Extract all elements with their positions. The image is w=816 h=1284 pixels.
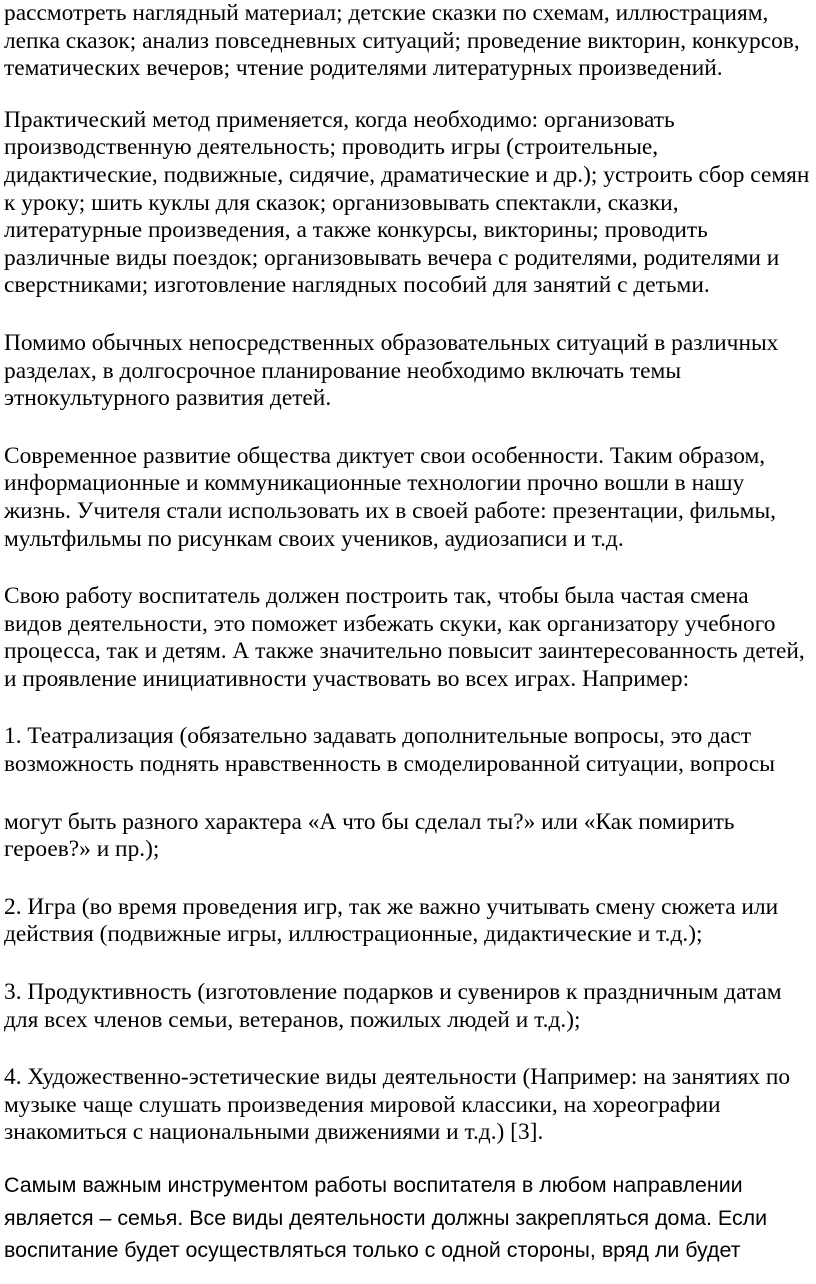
paragraph-modern-development: Современное развитие общества диктует свои особенности. Таким образом, информационные и коммуникационные технологии прочно вошли в нашу жизнь. Учителя стали использовать их в своей работе: презентации, фильмы, мультфильмы по рисункам своих учеников, аудиозаписи и т.д. [4, 442, 777, 552]
list-item-theatre-continued: могут быть разного характера «А что бы сделал ты?» или «Как помирить героев?» и пр.); [4, 808, 735, 863]
paragraph-activity-change: Свою работу воспитатель должен построить так, чтобы была частая смена видов деятельности, это поможет избежать скуки, как организатору учебного процесса, так и детям. А также значительно повысит заинтересованность детей, и проявление инициативности участвовать во всех играх. Например: [4, 583, 805, 692]
paragraph-practical-method: Практический метод применяется, когда необходимо: организовать производственную деятельность; проводить игры (строительные, дидактические, подвижные, сидячие, драматические и др.); устроить сбор семян к уроку; шить куклы для сказок; организовывать спектакли, сказки, литературные произведения, а также конкурсы, викторины; проводить различные виды поездок; организовывать вечера с родителями, родителями и сверстниками; изготовление наглядных пособий для занятий с детьми. [4, 106, 810, 299]
list-item-game: 2. Игра (во время проведения игр, так же важно учитывать смену сюжета или действия (подвижные игры, иллюстрационные, дидактические и т.д.); [4, 893, 779, 948]
list-item-theatre: 1. Театрализация (обязательно задавать дополнительные вопросы, это даст возможность поднять нравственность в смоделированной ситуации, вопросы [4, 723, 775, 778]
paragraph-materials: рассмотреть наглядный материал; детские сказки по схемам, иллюстрациям, лепка сказок; анализ повседневных ситуаций; проведение викторин, конкурсов, тематических вечеров; чтение родителями литературных произведений. [4, 0, 800, 82]
paragraph-family: Самым важным инструментом работы воспитателя в любом направлении является – семья. Все виды деятельности должны закрепляться дома. Если воспитание будет осуществляться только с одной стороны, вряд ли будет [4, 1173, 768, 1262]
list-item-productivity: 3. Продуктивность (изготовление подарков и сувениров к праздничным датам для всех членов семьи, ветеранов, пожилых людей и т.д.); [4, 979, 782, 1033]
paragraph-planning: Помимо обычных непосредственных образовательных ситуаций в различных разделах, в долгосрочное планирование необходимо включать темы этнокультурного развития детей. [4, 329, 779, 412]
list-item-art-aesthetic: 4. Художественно-эстетические виды деятельности (Например: на занятиях по музыке чаще слушать произведения мировой классики, на хореографии знакомиться с национальными движениями и т.д.) [3]. [4, 1064, 791, 1146]
